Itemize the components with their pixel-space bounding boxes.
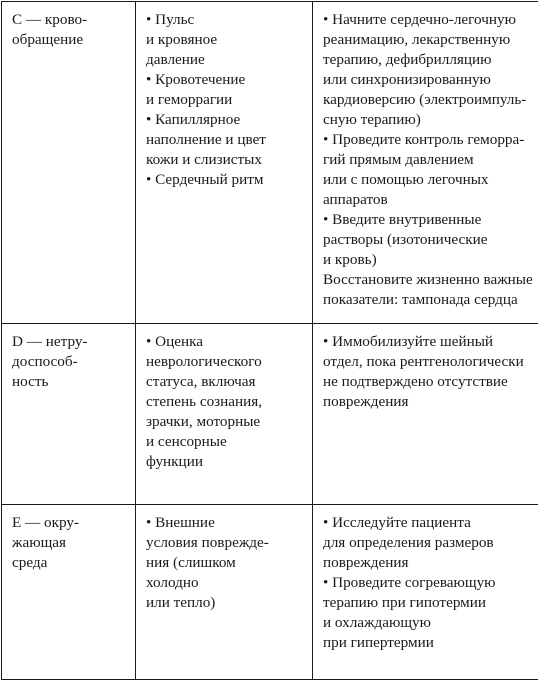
cell-line: кожи и слизистых bbox=[146, 150, 306, 170]
cell-line: наполнение и цвет bbox=[146, 130, 306, 150]
cell-line: степень сознания, bbox=[146, 392, 306, 412]
cell-line: • Проведите контроль геморра- bbox=[323, 130, 538, 150]
cell-line: повреждения bbox=[323, 553, 538, 573]
cell-line: неврологического bbox=[146, 352, 306, 372]
cell-line: при гипертермии bbox=[323, 633, 538, 653]
cell-line: и кровь) bbox=[323, 250, 538, 270]
cell-line: повреждения bbox=[323, 392, 538, 412]
cell-line: • Исследуйте пациента bbox=[323, 513, 538, 533]
cell-line: зрачки, моторные bbox=[146, 412, 306, 432]
cell-line: доспособ- bbox=[12, 352, 129, 372]
cell-line: сную терапию) bbox=[323, 110, 538, 130]
cell-line: E — окру- bbox=[12, 513, 129, 533]
cell-line: отдел, пока рентгенологически bbox=[323, 352, 538, 372]
category-cell bbox=[2, 2, 136, 324]
cell-line: жающая bbox=[12, 533, 129, 553]
cell-line: Восстановите жизненно важные bbox=[323, 270, 538, 290]
actions-cell bbox=[313, 505, 538, 680]
cell-line: не подтверждено отсутствие bbox=[323, 372, 538, 392]
cell-line: растворы (изотонические bbox=[323, 230, 538, 250]
cell-line: холодно bbox=[146, 573, 306, 593]
actions-cell bbox=[313, 324, 538, 505]
cell-line: условия поврежде- bbox=[146, 533, 306, 553]
table-row bbox=[2, 324, 538, 505]
actions-cell bbox=[313, 2, 538, 324]
cell-line: кардиоверсию (электроимпуль- bbox=[323, 90, 538, 110]
category-cell bbox=[2, 324, 136, 505]
cell-line: функции bbox=[146, 452, 306, 472]
cell-line: • Капиллярное bbox=[146, 110, 306, 130]
cell-line: обращение bbox=[12, 30, 129, 50]
cell-line: терапию, дефибрилляцию bbox=[323, 50, 538, 70]
cell-line: • Пульс bbox=[146, 10, 306, 30]
cell-line: гий прямым давлением bbox=[323, 150, 538, 170]
cell-line: давление bbox=[146, 50, 306, 70]
cell-line: C — крово- bbox=[12, 10, 129, 30]
assessment-cell bbox=[136, 505, 313, 680]
cell-line: показатели: тампонада сердца bbox=[323, 290, 538, 310]
cell-line: • Начните сердечно-легочную bbox=[323, 10, 538, 30]
cell-line: терапию при гипотермии bbox=[323, 593, 538, 613]
cell-line: • Внешние bbox=[146, 513, 306, 533]
assessment-cell bbox=[136, 2, 313, 324]
assessment-cell bbox=[136, 324, 313, 505]
cell-line: реанимацию, лекарственную bbox=[323, 30, 538, 50]
cell-line: статуса, включая bbox=[146, 372, 306, 392]
cell-line: и кровяное bbox=[146, 30, 306, 50]
cell-line: и сенсорные bbox=[146, 432, 306, 452]
table-row bbox=[2, 2, 538, 324]
cell-line: и охлаждающую bbox=[323, 613, 538, 633]
protocol-table bbox=[1, 1, 538, 680]
cell-line: среда bbox=[12, 553, 129, 573]
cell-line: • Оценка bbox=[146, 332, 306, 352]
cell-line: • Проведите согревающую bbox=[323, 573, 538, 593]
cell-line: • Введите внутривенные bbox=[323, 210, 538, 230]
category-cell bbox=[2, 505, 136, 680]
cell-line: • Иммобилизуйте шейный bbox=[323, 332, 538, 352]
cell-line: аппаратов bbox=[323, 190, 538, 210]
cell-line: и геморрагии bbox=[146, 90, 306, 110]
cell-line: D — нетру- bbox=[12, 332, 129, 352]
cell-line: • Сердечный ритм bbox=[146, 170, 306, 190]
cell-line: ность bbox=[12, 372, 129, 392]
cell-line: или с помощью легочных bbox=[323, 170, 538, 190]
cell-line: или тепло) bbox=[146, 593, 306, 613]
cell-line: или синхронизированную bbox=[323, 70, 538, 90]
cell-line: • Кровотечение bbox=[146, 70, 306, 90]
cell-line: для определения размеров bbox=[323, 533, 538, 553]
cell-line: ния (слишком bbox=[146, 553, 306, 573]
table-row bbox=[2, 505, 538, 680]
